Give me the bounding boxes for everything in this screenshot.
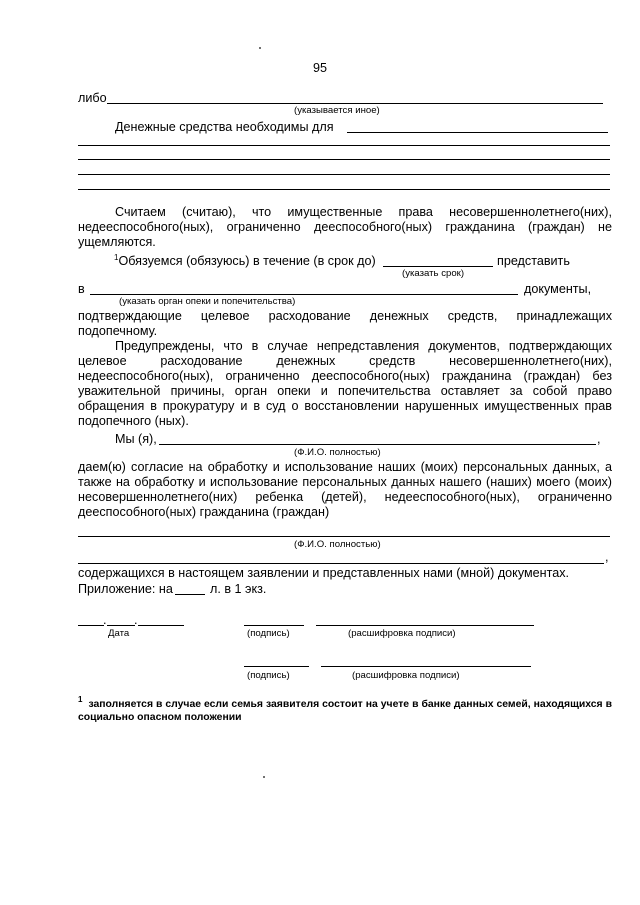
attachment-suffix: л. в 1 экз. xyxy=(210,582,267,596)
consider-paragraph: Считаем (считаю), что имущественные права несовершеннолетнего(них), недееспособного(ных), ограниченно дееспособного(ных) гражданина (граждан) не ущемляются. xyxy=(78,205,612,249)
funds-needed-label: Денежные средства необходимы для xyxy=(115,120,334,134)
consent-paragraph: даем(ю) согласие на обработку и использование наших (моих) персональных данных, а также на обработку и использование персональных данных нашего (наших) моего (моих) несовершеннолетнего(них) ребенка (детей), недееспособного(ных), ограниченно дееспособного(ных) гражданина (граждан) xyxy=(78,460,612,519)
other-caption: (указывается иное) xyxy=(294,105,380,116)
footnote-text: заполняется в случае если семья заявителя состоит на учете в банке данных семей, находящихся в социально опасном положении xyxy=(78,699,612,723)
date-year-line[interactable] xyxy=(138,625,184,626)
attachment-pages-line[interactable] xyxy=(175,594,205,595)
term-input-line[interactable] xyxy=(383,266,493,267)
fio-caption-1: (Ф.И.О. полностью) xyxy=(294,447,381,458)
contained-text: содержащихся в настоящем заявлении и представленных нами (мной) документах. xyxy=(78,566,570,580)
date-day-line[interactable] xyxy=(78,625,104,626)
fio-input-line-2[interactable] xyxy=(78,536,610,537)
decode-line-1[interactable] xyxy=(316,625,534,626)
decode-line-2[interactable] xyxy=(321,666,531,667)
page-number: 95 xyxy=(312,61,327,75)
funds-purpose-line-5[interactable] xyxy=(78,189,610,190)
present-text: представить xyxy=(497,254,570,268)
comma-1: , xyxy=(597,432,601,446)
date-dot-1: . xyxy=(103,613,107,627)
footnote-mark: 1 xyxy=(78,695,83,704)
warned-paragraph: Предупреждены, что в случае непредставления документов, подтверждающих целевое расходование денежных средств несовершеннолетнего(них), недееспособного(ных), ограниченно дееспособного(ных) гражданина (граждан) без уважительной причины, орган опеки и попечительства оставляет за собой право обращения в прокуратуру и в суд о восстановлении нарушенных имущественных прав подопечного (ных). xyxy=(78,339,612,428)
signature-label-1: (подпись) xyxy=(247,628,290,639)
fio-input-line-3[interactable] xyxy=(78,563,604,564)
funds-purpose-line-3[interactable] xyxy=(78,159,610,160)
footnote xyxy=(78,695,612,724)
oblige-line xyxy=(114,254,376,269)
authority-input-line[interactable] xyxy=(90,294,518,295)
we-label: Мы (я), xyxy=(115,432,157,446)
oblige-text: Обязуемся (обязуюсь) в течение (в срок до) xyxy=(118,254,376,268)
scan-speck xyxy=(259,47,261,49)
decode-label-2: (расшифровка подписи) xyxy=(352,670,460,681)
date-month-line[interactable] xyxy=(107,625,135,626)
funds-purpose-line-2[interactable] xyxy=(78,145,610,146)
funds-purpose-line[interactable] xyxy=(347,132,608,133)
footnote-ref: 1 xyxy=(114,253,119,262)
comma-2: , xyxy=(605,550,609,564)
v-text: в xyxy=(78,282,85,296)
signature-label-2: (подпись) xyxy=(247,670,290,681)
signature-line-2[interactable] xyxy=(244,666,309,667)
documents-text: документы, xyxy=(524,282,592,296)
attachment-prefix: Приложение: на xyxy=(78,582,173,596)
signature-line-1[interactable] xyxy=(244,625,304,626)
fio-caption-2: (Ф.И.О. полностью) xyxy=(294,539,381,550)
libo-label: либо xyxy=(78,91,107,105)
term-caption: (указать срок) xyxy=(402,268,465,279)
funds-purpose-line-4[interactable] xyxy=(78,174,610,175)
other-input-line[interactable] xyxy=(107,103,603,104)
authority-caption: (указать орган опеки и попечительства) xyxy=(119,296,296,307)
date-label: Дата xyxy=(108,628,130,639)
confirming-paragraph: подтверждающие целевое расходование денежных средств, принадлежащих подопечному. xyxy=(78,309,612,338)
date-dot-2: . xyxy=(134,613,138,627)
scan-speck xyxy=(263,776,265,778)
decode-label-1: (расшифровка подписи) xyxy=(348,628,456,639)
fio-input-line-1[interactable] xyxy=(159,444,596,445)
